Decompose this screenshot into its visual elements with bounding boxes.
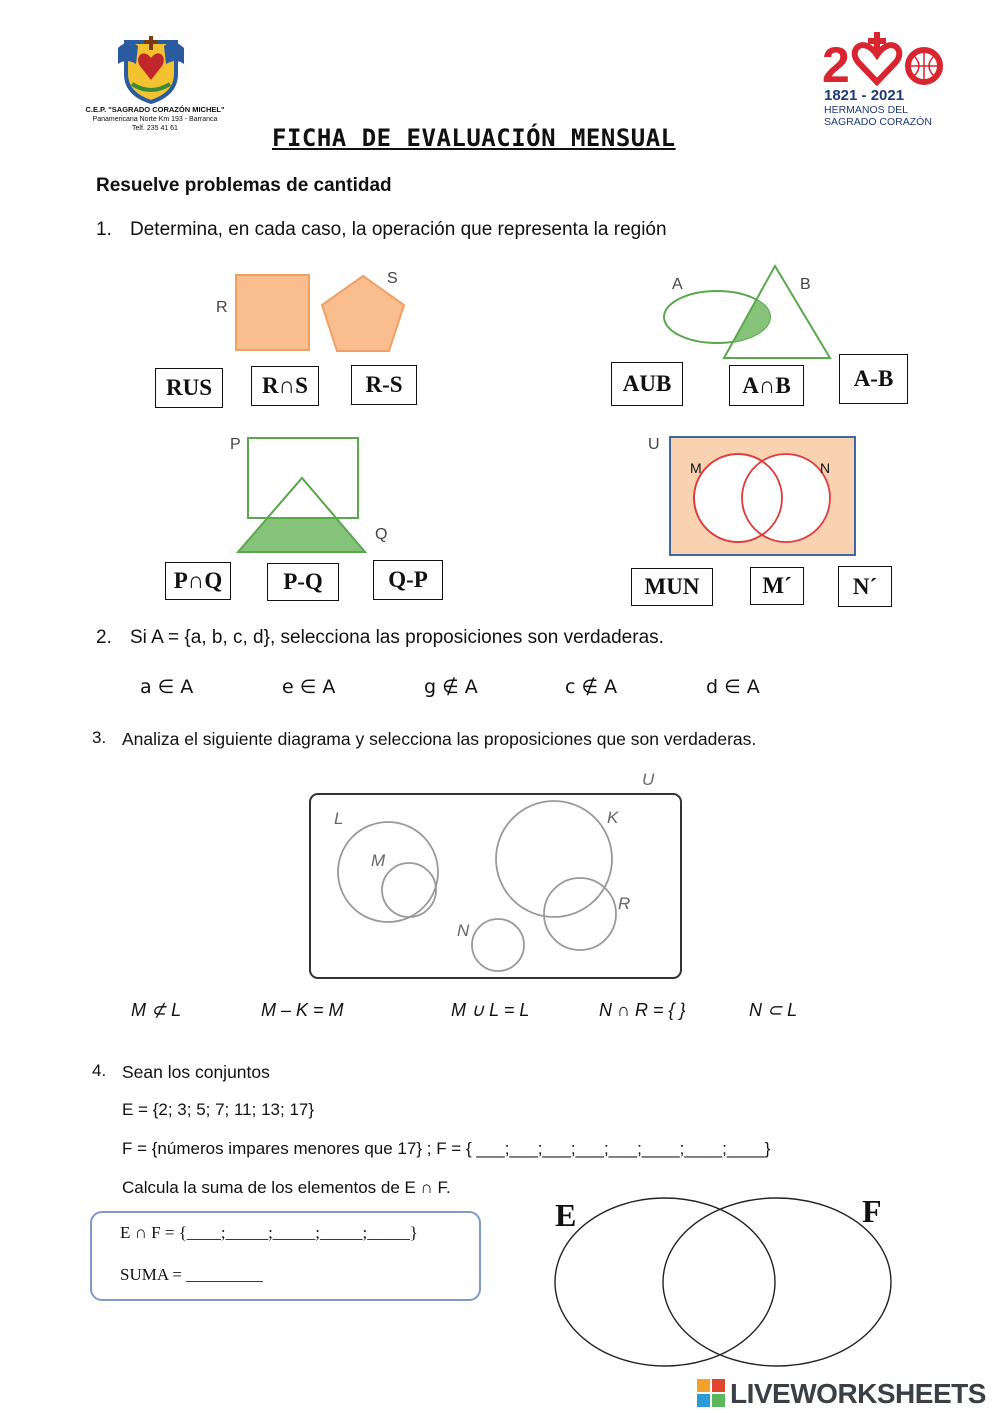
q2-prop-5[interactable]: d ∈ A	[706, 676, 760, 698]
q2-prop-2[interactable]: e ∈ A	[282, 676, 336, 698]
q3-prop-5[interactable]: N ⊂ L	[749, 1000, 798, 1020]
q2-number: 2.	[96, 627, 112, 648]
fig1-label-s: S	[387, 270, 398, 287]
school-phone: Telf. 235 41 61	[132, 125, 178, 132]
set-b-triangle	[724, 266, 830, 358]
option-r-minus-s[interactable]: R-S	[351, 365, 417, 405]
option-p-minus-q[interactable]: P-Q	[267, 563, 339, 601]
fig1-label-r: R	[216, 299, 228, 316]
heart-globe-icon	[850, 30, 950, 86]
option-p-intersect-q[interactable]: P∩Q	[165, 562, 231, 600]
q2-prop-1[interactable]: a ∈ A	[140, 676, 194, 698]
q1-fig4-diagram	[668, 435, 858, 560]
section-heading: Resuelve problemas de cantidad	[96, 175, 392, 196]
fig4-label-m: M	[690, 460, 702, 476]
q3-label-n: N	[457, 921, 470, 940]
q4-set-e: E = {2; 3; 5; 7; 11; 13; 17}	[122, 1100, 315, 1119]
q2-prop-4[interactable]: c ∉ A	[565, 676, 618, 698]
school-name: C.E.P. "SAGRADO CORAZÓN MICHEL"	[85, 105, 225, 114]
q4-venn-diagram	[550, 1190, 895, 1370]
fig3-label-q: Q	[375, 526, 388, 543]
q1-fig3-diagram	[230, 432, 380, 557]
set-f-ellipse	[663, 1198, 891, 1366]
set-n-circle	[472, 919, 524, 971]
q3-label-m: M	[371, 851, 386, 870]
q3-prop-3[interactable]: M ∪ L = L	[451, 1000, 530, 1020]
anniversary-line2: SAGRADO CORAZÓN	[824, 116, 932, 128]
q3-label-r: R	[618, 894, 631, 913]
q1-fig2-diagram	[660, 262, 840, 362]
fig2-label-b: B	[800, 276, 811, 293]
set-k-circle	[496, 801, 612, 917]
fig4-label-n: N	[820, 460, 831, 476]
option-a-minus-b[interactable]: A-B	[839, 354, 908, 404]
q3-label-u: U	[642, 770, 655, 789]
anniversary-digit-2: 2	[822, 37, 850, 93]
q3-text: Analiza el siguiente diagrama y selecciona las proposiciones que son verdaderas.	[122, 729, 757, 749]
q1-text: Determina, en cada caso, la operación que representa la región	[130, 219, 667, 240]
option-q-minus-p[interactable]: Q-P	[373, 560, 443, 600]
q2-text: Si A = {a, b, c, d}, selecciona las proposiciones son verdaderas.	[130, 627, 664, 648]
school-address: Panamericana Norte Km 193 - Barranca	[92, 116, 218, 123]
q4-set-f[interactable]: F = {números impares menores que 17} ; F = { ___;___;___;___;___;____;____;____}	[122, 1139, 771, 1158]
q3-label-k: K	[607, 808, 619, 827]
liveworksheets-logo-icon	[697, 1379, 725, 1407]
q1-fig1-diagram	[210, 265, 410, 357]
q4-number: 4.	[92, 1061, 107, 1080]
school-logo	[118, 34, 184, 104]
page-title: FICHA DE EVALUACIÓN MENSUAL	[272, 124, 676, 152]
q2-prop-3[interactable]: g ∉ A	[424, 676, 478, 698]
set-m-circle	[382, 863, 436, 917]
fig3-label-p: P	[230, 436, 241, 453]
fig4-label-u: U	[648, 436, 660, 453]
set-n-circle	[742, 454, 830, 542]
fig2-label-a: A	[672, 276, 683, 293]
q3-prop-2[interactable]: M – K = M	[261, 1000, 344, 1020]
q3-prop-4[interactable]: N ∩ R = { }	[599, 1000, 686, 1020]
answer-box	[90, 1211, 481, 1301]
option-m-complement[interactable]: M´	[750, 567, 804, 605]
option-m-union-n[interactable]: MUN	[631, 568, 713, 606]
anniversary-logo	[820, 30, 950, 130]
q3-number: 3.	[92, 728, 107, 747]
q3-label-l: L	[334, 809, 344, 828]
universe-u-box	[310, 794, 681, 978]
school-info	[60, 105, 250, 133]
option-r-intersect-s[interactable]: R∩S	[251, 366, 319, 406]
q3-prop-1[interactable]: M ⊄ L	[131, 1000, 182, 1020]
venn-label-f: F	[862, 1193, 882, 1229]
liveworksheets-watermark: LIVEWORKSHEETS	[730, 1378, 986, 1409]
set-e-ellipse	[555, 1198, 775, 1366]
q4-instruction: Calcula la suma de los elementos de E ∩ F.	[122, 1178, 451, 1197]
school-crest-icon	[118, 34, 184, 104]
q1-number: 1.	[96, 219, 112, 240]
anniversary-line1: HERMANOS DEL	[824, 104, 909, 116]
option-n-complement[interactable]: N´	[838, 566, 892, 607]
option-a-union-b[interactable]: AUB	[611, 362, 683, 406]
q3-venn-diagram	[305, 790, 685, 985]
set-r-square	[236, 275, 309, 350]
venn-label-e: E	[555, 1197, 577, 1233]
option-a-intersect-b[interactable]: A∩B	[729, 365, 804, 406]
q4-text: Sean los conjuntos	[122, 1062, 270, 1082]
set-r-circle	[544, 878, 616, 950]
option-r-union-s[interactable]: RUS	[155, 368, 223, 408]
anniversary-years: 1821 - 2021	[824, 87, 905, 104]
sum-answer-line[interactable]: SUMA = _________	[120, 1265, 263, 1284]
intersection-answer-line[interactable]: E ∩ F = {____;_____;_____;_____;_____}	[120, 1223, 418, 1242]
